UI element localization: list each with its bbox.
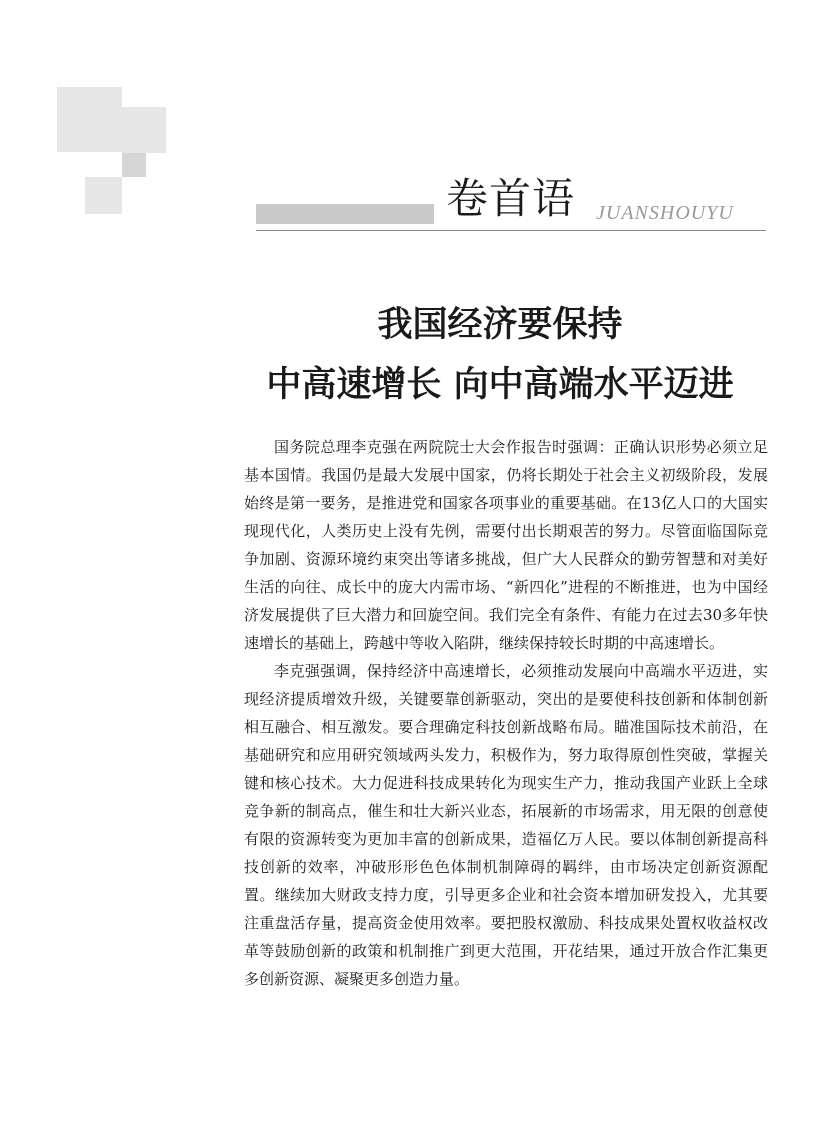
paragraph: 国务院总理李克强在两院院士大会作报告时强调：正确认识形势必须立足基本国情。我国仍是最大发展中国家，仍将长期处于社会主义初级阶段，发展始终是第一要务，是推进党和国家各项事业的重要基础。在13亿人口的大国实现现代化，人类历史上没有先例，需要付出长期艰苦的努力。尽管面临国际竞争加剧、资源环境约束突出等诸多挑战，但广大人民群众的勤劳智慧和对美好生活的向往、成长中的庞大内需市场、“新四化”进程的不断推进，也为中国经济发展提供了巨大潜力和回旋空间。我们完全有条件、有能力在过去30多年快速增长的基础上，跨越中等收入陷阱，继续保持较长时期的中高速增长。 bbox=[244, 438, 768, 652]
paragraph: 李克强强调，保持经济中高速增长，必须推动发展向中高端水平迈进，实现经济提质增效升级，关键要靠创新驱动，突出的是要使科技创新和体制创新相互融合、相互激发。要合理确定科技创新战略布局。瞄准国际技术前沿，在基础研究和应用研究领域两头发力，积极作为，努力取得原创性突破，掌握关键和核心技术。大力促进科技成果转化为现实生产力，推动我国产业跃上全球竞争新的制高点，催生和壮大新兴业态，拓展新的市场需求，用无限的创意使有限的资源转变为更加丰富的创新成果，造福亿万人民。要以体制创新提高科技创新的效率，冲破形形色色体制机制障碍的羁绊，由市场决定创新资源配置。继续加大财政支持力度，引导更多企业和社会资本增加研发投入，尤其要注重盘活存量，提高资金使用效率。要把股权激励、科技成果处置权收益权改革等鼓励创新的政策和机制推广到更大范围，开花结果，通过开放合作汇集更多创新资源、凝聚更多创造力量。 bbox=[244, 662, 768, 988]
header-bar bbox=[256, 204, 434, 224]
decorative-square bbox=[85, 177, 122, 214]
article-body bbox=[244, 433, 768, 993]
section-title: 卷首语 bbox=[446, 174, 576, 223]
decorative-square bbox=[122, 153, 146, 177]
header-rule bbox=[256, 230, 766, 231]
section-subtitle: JUANSHOUYU bbox=[596, 202, 734, 224]
article-title-line-2: 中高速增长 向中高端水平迈进 bbox=[266, 364, 734, 405]
decorative-square bbox=[122, 107, 166, 153]
article-title-line-1: 我国经济要保持 bbox=[377, 304, 623, 345]
decorative-square bbox=[57, 87, 122, 152]
